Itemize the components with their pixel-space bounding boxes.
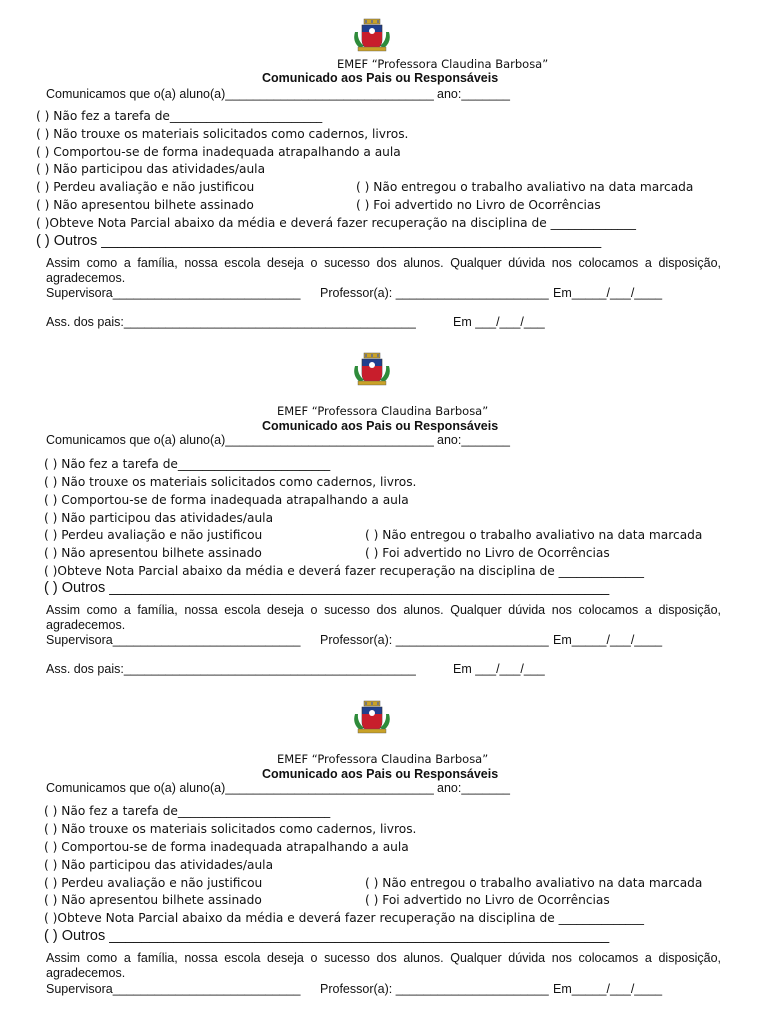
option-note: ( ) Não apresentou bilhete assinado	[44, 893, 262, 907]
student-name-line: Comunicamos que o(a) aluno(a)______________________________	[46, 781, 434, 795]
school-name: EMEF “Professora Claudina Barbosa”	[277, 752, 489, 766]
form-title: Comunicado aos Pais ou Responsáveis	[262, 419, 499, 433]
option-homework: ( ) Não fez a tarefa de_________________________	[44, 457, 331, 471]
date-field: Em_____/___/____	[553, 633, 663, 647]
option-homework: ( ) Não fez a tarefa de_________________________	[36, 109, 323, 123]
coat-of-arms-icon	[352, 700, 392, 734]
option-homework: ( ) Não fez a tarefa de_________________________	[44, 804, 331, 818]
parents-date: Em ___/___/___	[453, 315, 545, 329]
option-note: ( ) Não apresentou bilhete assinado	[36, 198, 254, 212]
form-title: Comunicado aos Pais ou Responsáveis	[262, 767, 499, 781]
option-others: ( ) Outros ______________________________________________________________	[44, 580, 610, 596]
option-others: ( ) Outros ______________________________________________________________	[36, 233, 602, 249]
option-occurrence: ( ) Foi advertido no Livro de Ocorrências	[365, 893, 610, 907]
student-name-line: Comunicamos que o(a) aluno(a)______________________________	[46, 87, 434, 101]
option-exam: ( ) Perdeu avaliação e não justificou	[44, 876, 263, 890]
coat-of-arms-icon	[352, 352, 392, 386]
option-activities: ( ) Não participou das atividades/aula	[44, 858, 274, 872]
student-name-line: Comunicamos que o(a) aluno(a)______________________________	[46, 433, 434, 447]
option-behavior: ( ) Comportou-se de forma inadequada atrapalhando a aula	[44, 840, 409, 854]
option-materials: ( ) Não trouxe os materiais solicitados como cadernos, livros.	[36, 127, 409, 141]
school-name: EMEF “Professora Claudina Barbosa”	[277, 404, 489, 418]
option-exam: ( ) Perdeu avaliação e não justificou	[44, 528, 263, 542]
parents-signature: Ass. dos pais:__________________________________________	[46, 662, 416, 676]
closing-message: Assim como a família, nossa escola deseja o sucesso dos alunos. Qualquer dúvida nos colocamos a disposição, agradecemos.	[46, 951, 721, 980]
year-line: ano:_______	[437, 781, 510, 795]
option-others: ( ) Outros ______________________________________________________________	[44, 928, 610, 944]
parents-date: Em ___/___/___	[453, 662, 545, 676]
closing-message: Assim como a família, nossa escola deseja o sucesso dos alunos. Qualquer dúvida nos colocamos a disposição, agradecemos.	[46, 603, 721, 632]
supervisor-signature: Supervisora___________________________	[46, 633, 301, 647]
option-materials: ( ) Não trouxe os materiais solicitados como cadernos, livros.	[44, 475, 417, 489]
option-recovery: ( )Obteve Nota Parcial abaixo da média e deverá fazer recuperação na disciplina de ______________	[36, 216, 636, 230]
closing-message: Assim como a família, nossa escola deseja o sucesso dos alunos. Qualquer dúvida nos colocamos a disposição, agradecemos.	[46, 256, 721, 285]
option-recovery: ( )Obteve Nota Parcial abaixo da média e deverá fazer recuperação na disciplina de ______________	[44, 564, 644, 578]
date-field: Em_____/___/____	[553, 982, 663, 996]
option-activities: ( ) Não participou das atividades/aula	[44, 511, 274, 525]
year-line: ano:_______	[437, 87, 510, 101]
teacher-signature: Professor(a): ______________________	[320, 286, 549, 300]
form-title: Comunicado aos Pais ou Responsáveis	[262, 71, 499, 85]
teacher-signature: Professor(a): ______________________	[320, 982, 549, 996]
coat-of-arms-icon	[352, 18, 392, 52]
option-behavior: ( ) Comportou-se de forma inadequada atrapalhando a aula	[36, 145, 401, 159]
teacher-signature: Professor(a): ______________________	[320, 633, 549, 647]
year-line: ano:_______	[437, 433, 510, 447]
supervisor-signature: Supervisora___________________________	[46, 286, 301, 300]
option-recovery: ( )Obteve Nota Parcial abaixo da média e deverá fazer recuperação na disciplina de ______________	[44, 911, 644, 925]
school-name: EMEF “Professora Claudina Barbosa”	[337, 57, 549, 71]
option-activities: ( ) Não participou das atividades/aula	[36, 162, 266, 176]
option-exam: ( ) Perdeu avaliação e não justificou	[36, 180, 255, 194]
parents-signature: Ass. dos pais:__________________________________________	[46, 315, 416, 329]
option-materials: ( ) Não trouxe os materiais solicitados como cadernos, livros.	[44, 822, 417, 836]
option-occurrence: ( ) Foi advertido no Livro de Ocorrências	[365, 546, 610, 560]
supervisor-signature: Supervisora___________________________	[46, 982, 301, 996]
option-note: ( ) Não apresentou bilhete assinado	[44, 546, 262, 560]
option-assignment: ( ) Não entregou o trabalho avaliativo na data marcada	[365, 876, 703, 890]
option-assignment: ( ) Não entregou o trabalho avaliativo na data marcada	[365, 528, 703, 542]
option-behavior: ( ) Comportou-se de forma inadequada atrapalhando a aula	[44, 493, 409, 507]
date-field: Em_____/___/____	[553, 286, 663, 300]
option-occurrence: ( ) Foi advertido no Livro de Ocorrências	[356, 198, 601, 212]
option-assignment: ( ) Não entregou o trabalho avaliativo na data marcada	[356, 180, 694, 194]
